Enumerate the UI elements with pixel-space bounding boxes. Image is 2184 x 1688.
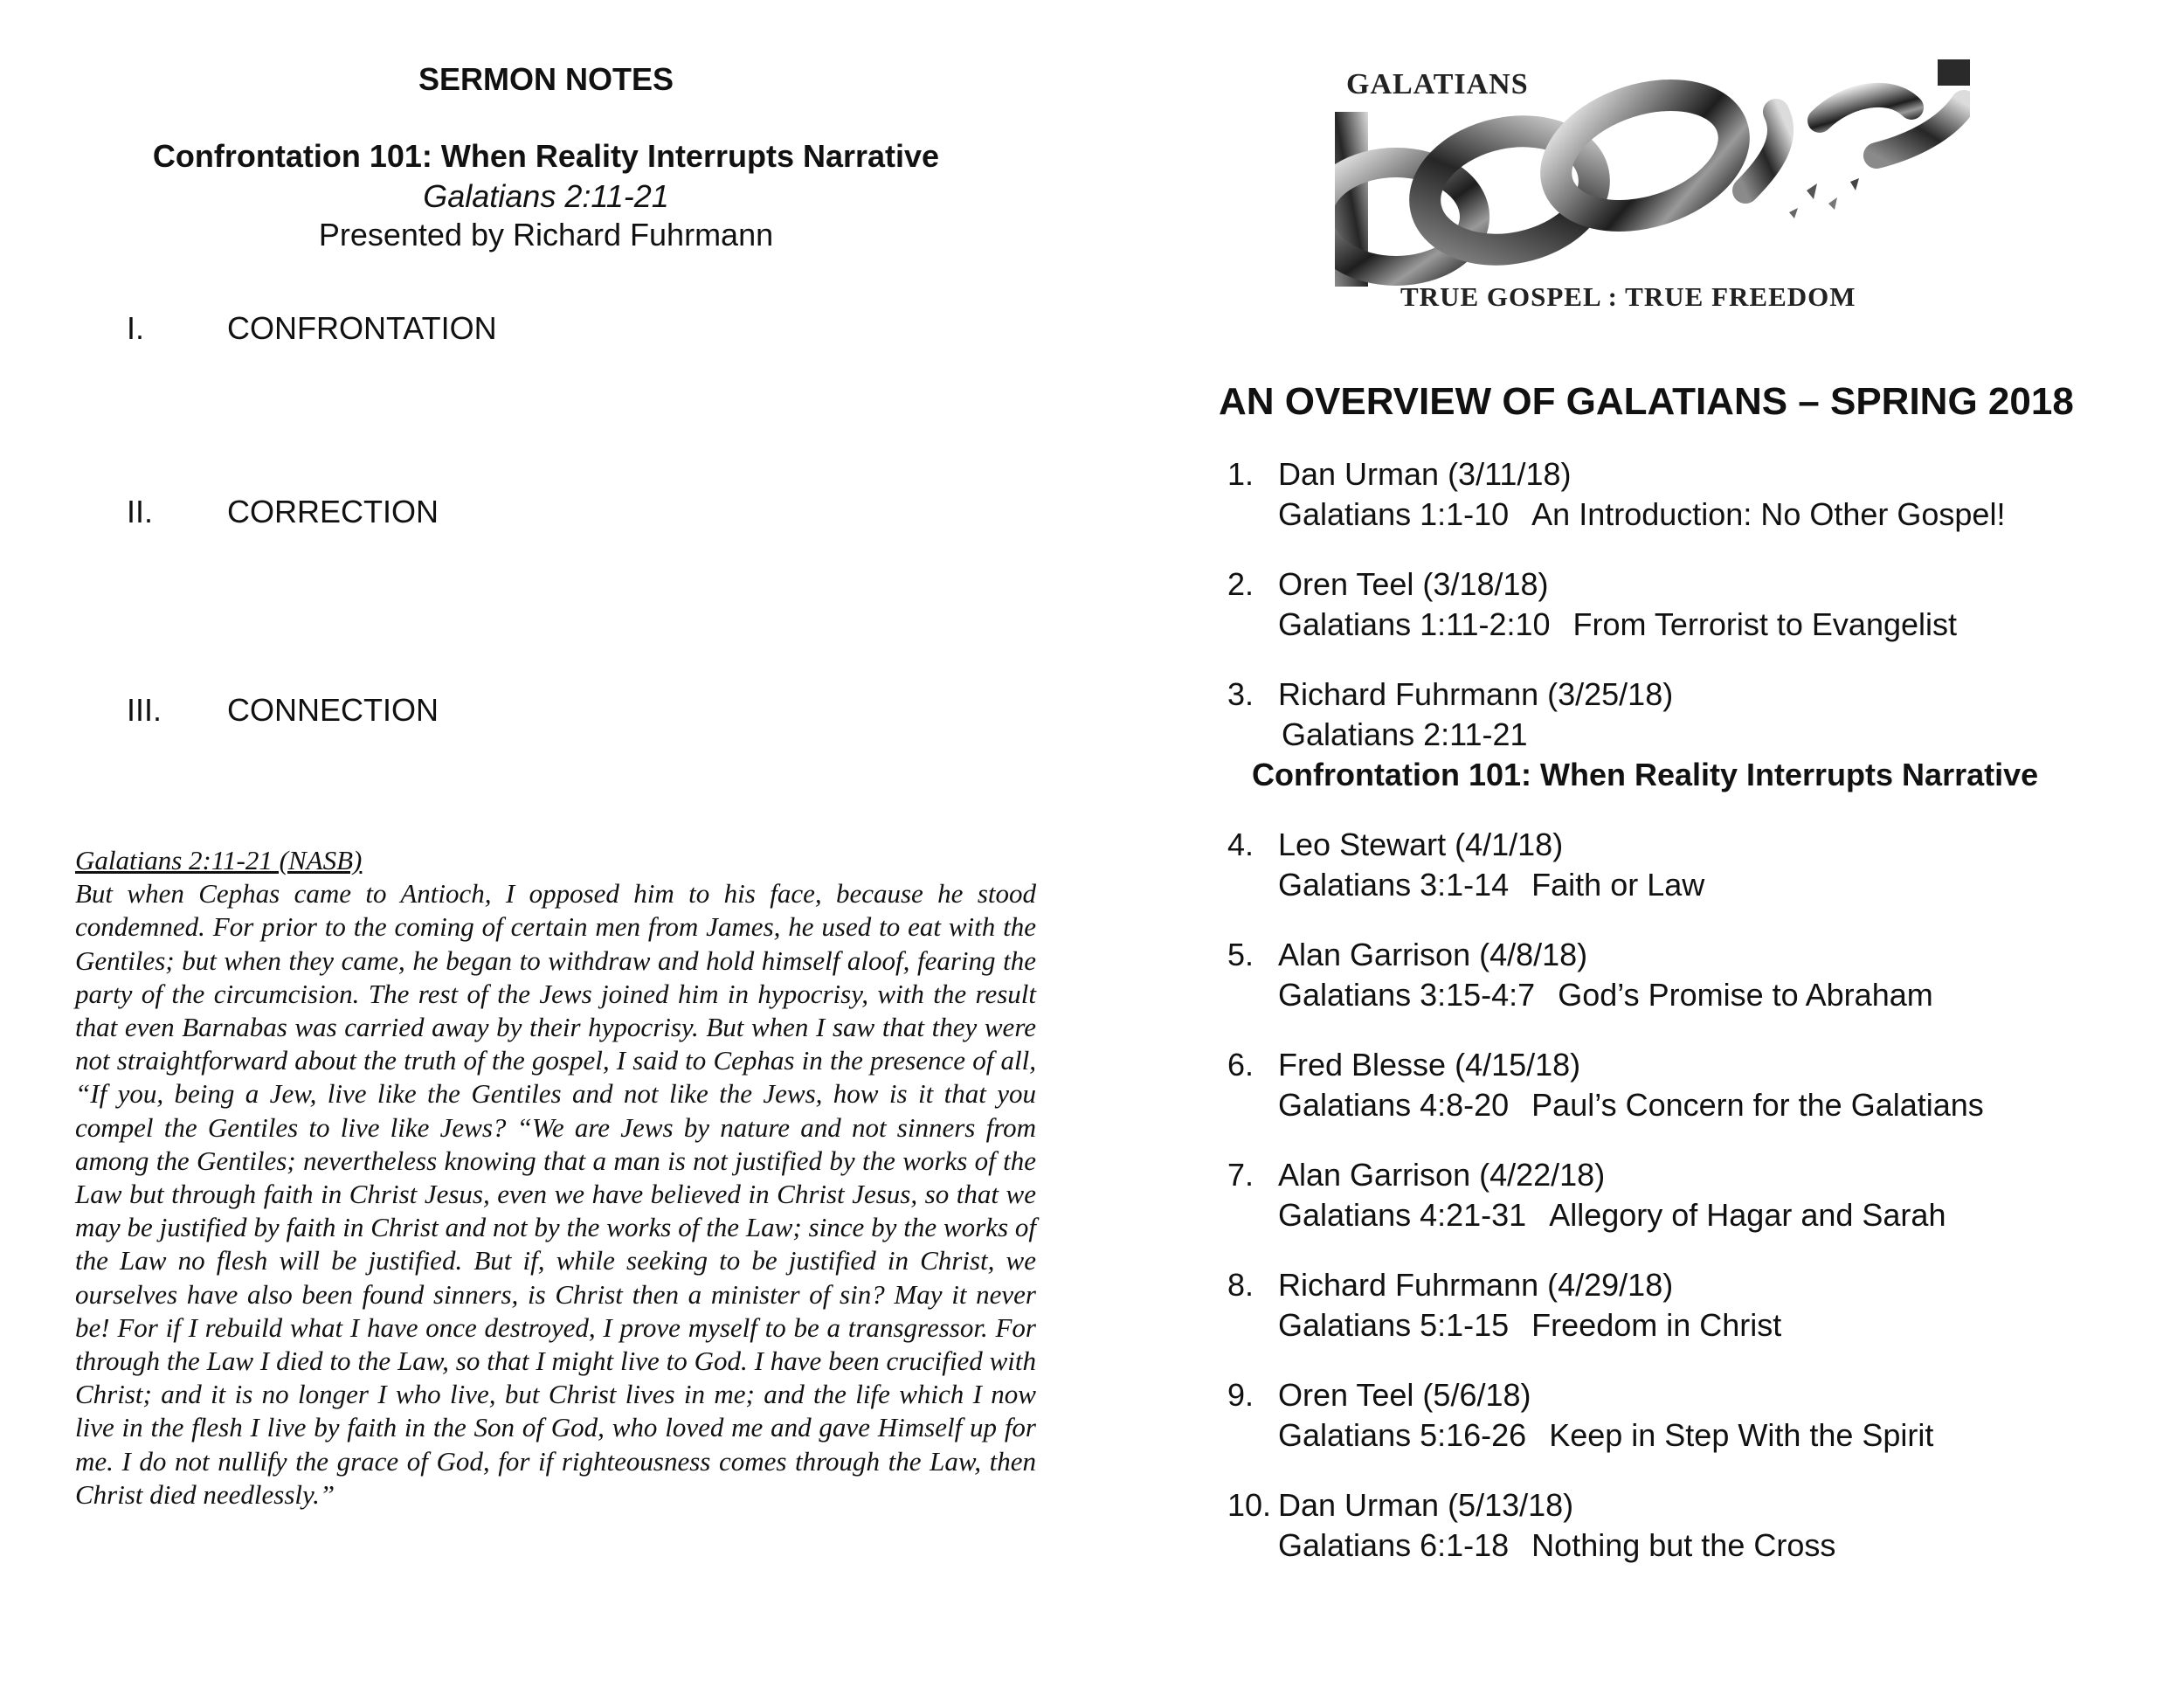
outline-label: CONNECTION: [227, 692, 439, 728]
speaker-date: Oren Teel (5/6/18): [1278, 1377, 1531, 1413]
passage-text: But when Cephas came to Antioch, I opposed him to his face, because he stood condemned. For prior to the coming of certain men from James, he used to eat with the Gentiles; but when they came, he began to withdraw and hold himself aloof, fearing the party of the circumcision. The rest of the Jews joined him in hypocrisy, with the result that even Barnabas was carried away by their hypocrisy. But when I saw that they were not straightforward about the truth of the gospel, I said to Cephas in the presence of all, “If you, being a Jew, live like the Gentiles and not like the Jews, how is it that you compel the Gentiles to live like Jews? “We are Jews by nature and not sinners from among the Gentiles; nevertheless knowing that a man is not justified by the works of the Law but through faith in Christ Jesus, even we have believed in Christ Jesus, so that we may be justified by faith in Christ and not by the works of the Law; since by the works of the Law no flesh will be justified. But if, while seeking to be justified in Christ, we ourselves have also been found sinners, is Christ then a minister of sin? May it never be! For if I rebuild what I have once destroyed, I prove myself to be a transgressor. For through the Law I died to the Law, so that I might live to God. I have been crucified with Christ; and it is no longer I who live, but Christ lives in me; and the life which I now live in the flesh I live by faith in the Son of God, who loved me and gave Himself up for me. I do not nullify the grace of God, for if righteousness comes through the Law, then Christ died needlessly.”: [75, 878, 1036, 1510]
scripture-passage: [75, 844, 1036, 1512]
speaker-date: Dan Urman (5/13/18): [1278, 1487, 1574, 1523]
scripture-ref: Galatians 5:1-15: [1278, 1307, 1510, 1343]
sermon-scripture: Galatians 2:11-21: [423, 178, 669, 214]
speaker-date: Richard Fuhrmann (4/29/18): [1278, 1267, 1674, 1303]
item-number: 4.: [1227, 827, 1254, 862]
item-number: 10.: [1227, 1487, 1272, 1523]
scripture-ref: Galatians 2:11-21: [1282, 716, 1528, 752]
scripture-ref: Galatians 4:8-20: [1278, 1087, 1510, 1123]
sermon-presenter: Presented by Richard Fuhrmann: [318, 217, 774, 253]
sermon-topic: Allegory of Hagar and Sarah: [1549, 1197, 1946, 1233]
scripture-ref: Galatians 3:1-14: [1278, 867, 1510, 903]
list-item: [1227, 454, 2180, 535]
item-number: 8.: [1227, 1267, 1254, 1303]
sermon-topic: God’s Promise to Abraham: [1558, 977, 1933, 1013]
sermon-topic: Faith or Law: [1531, 867, 1705, 903]
list-item: [1227, 564, 2180, 645]
speaker-date: Dan Urman (3/11/18): [1278, 456, 1572, 492]
list-item: [1227, 675, 2180, 795]
item-number: 9.: [1227, 1377, 1254, 1413]
speaker-date: Richard Fuhrmann (3/25/18): [1278, 676, 1674, 712]
sermon-topic: Nothing but the Cross: [1531, 1527, 1836, 1563]
scripture-ref: Galatians 3:15-4:7: [1278, 977, 1536, 1013]
schedule-list: [1227, 454, 2180, 1595]
list-item: [1227, 935, 2180, 1015]
speaker-date: Alan Garrison (4/22/18): [1278, 1157, 1606, 1193]
speaker-date: Leo Stewart (4/1/18): [1278, 827, 1564, 862]
sermon-topic: An Introduction: No Other Gospel!: [1531, 496, 2006, 532]
overview-title: AN OVERVIEW OF GALATIANS – SPRING 2018: [1219, 380, 2074, 423]
series-overview-panel: [1092, 0, 2184, 1688]
outline-label: CONFRONTATION: [227, 310, 497, 346]
outline-item: [127, 692, 439, 729]
series-banner: [1335, 59, 1970, 313]
item-number: 1.: [1227, 456, 1254, 492]
item-number: 6.: [1227, 1047, 1254, 1083]
item-number: 3.: [1227, 676, 1254, 712]
sermon-topic: Paul’s Concern for the Galatians: [1531, 1087, 1984, 1123]
scripture-ref: Galatians 5:16-26: [1278, 1417, 1527, 1453]
banner-tagline: TRUE GOSPEL : TRUE FREEDOM: [1400, 281, 1856, 312]
sermon-topic: From Terrorist to Evangelist: [1572, 606, 1958, 642]
outline-numeral: II.: [127, 494, 154, 529]
list-item: [1227, 1045, 2180, 1125]
outline-item: [127, 310, 497, 347]
list-item: [1227, 1485, 2180, 1566]
outline-numeral: III.: [127, 692, 162, 728]
banner-title: GALATIANS: [1346, 68, 1529, 100]
scripture-ref: Galatians 6:1-18: [1278, 1527, 1510, 1563]
item-number: 7.: [1227, 1157, 1254, 1193]
speaker-date: Fred Blesse (4/15/18): [1278, 1047, 1581, 1083]
scripture-ref: Galatians 4:21-31: [1278, 1197, 1527, 1233]
speaker-date: Oren Teel (3/18/18): [1278, 566, 1549, 602]
sermon-topic: Keep in Step With the Spirit: [1549, 1417, 1934, 1453]
outline-item: [127, 494, 439, 530]
passage-reference: Galatians 2:11-21 (NASB): [75, 845, 363, 875]
list-item: [1227, 1375, 2180, 1456]
list-item: [1227, 1265, 2180, 1346]
sermon-title: Confrontation 101: When Reality Interrupts Narrative: [152, 138, 940, 174]
page-header: SERMON NOTES: [418, 61, 674, 97]
list-item: [1227, 825, 2180, 905]
sermon-subtitle: Confrontation 101: When Reality Interrupts Narrative: [1252, 757, 2039, 792]
item-number: 5.: [1227, 937, 1254, 972]
item-number: 2.: [1227, 566, 1254, 602]
sermon-topic: Freedom in Christ: [1531, 1307, 1782, 1343]
outline-label: CORRECTION: [227, 494, 439, 529]
scripture-ref: Galatians 1:11-2:10: [1278, 606, 1551, 642]
outline-numeral: I.: [127, 310, 145, 346]
scripture-ref: Galatians 1:1-10: [1278, 496, 1510, 532]
list-item: [1227, 1155, 2180, 1235]
speaker-date: Alan Garrison (4/8/18): [1278, 937, 1588, 972]
